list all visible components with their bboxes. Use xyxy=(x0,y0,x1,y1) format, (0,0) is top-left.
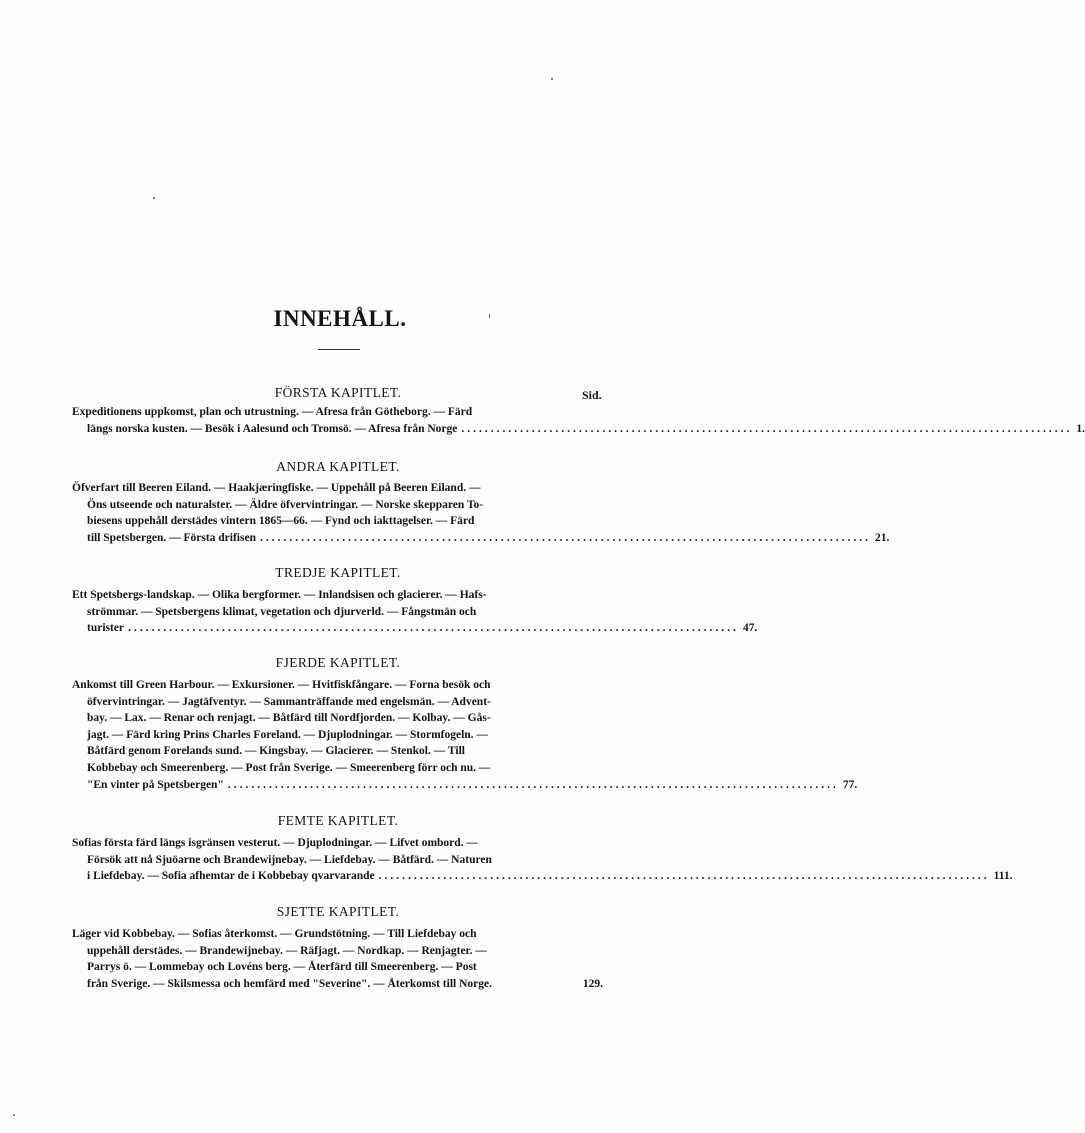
dot-leader: ........................................................................................................ xyxy=(259,531,871,544)
chapter-heading: SJETTE KAPITLET. xyxy=(276,904,400,919)
summary-line: till Spetsbergen. — Första drifisen xyxy=(87,531,256,544)
dot-leader: ........................................................................................................ xyxy=(378,870,990,883)
summary-line: Ett Spetsbergs-landskap. — Olika bergformer. — Inlandsisen och glacierer. — Hafs- xyxy=(72,589,487,601)
summary-line: Båtfärd genom Forelands sund. — Kingsbay. — Glacierer. — Stenkol. — Till xyxy=(87,745,465,758)
title-divider xyxy=(318,349,360,350)
summary-line: längs norska kusten. — Besök i Aalesund och Tromsö. — Afresa från Norge xyxy=(87,422,458,435)
chapter-summary xyxy=(72,677,858,793)
summary-line: uppehåll derstädes. — Brandewijnebay. — Räfjagt. — Nordkap. — Renjagter. — xyxy=(87,944,487,957)
page-number: 47. xyxy=(743,622,758,635)
summary-line: Kobbebay och Smeerenberg. — Post från Sverige. — Smeerenberg förr och nu. — xyxy=(87,761,491,774)
chapter-heading: TREDJE KAPITLET. xyxy=(275,565,401,580)
chapter-heading: ANDRA KAPITLET. xyxy=(276,459,400,474)
page-number: 111. xyxy=(993,870,1013,883)
dot-leader xyxy=(492,976,583,993)
chapter-heading: FÖRSTA KAPITLET. xyxy=(274,385,402,400)
summary-last-line xyxy=(72,620,758,637)
chapter-summary xyxy=(72,926,603,992)
summary-line: Parrys ö. — Lommebay och Lovéns berg. — Återfärd till Smeerenberg. — Post xyxy=(87,961,477,974)
chapter-heading: FJERDE KAPITLET. xyxy=(275,655,401,670)
page-number: 21. xyxy=(874,531,890,544)
scan-speck xyxy=(153,197,155,199)
summary-last-line xyxy=(72,530,890,547)
dot-leader: ........................................................................................................ xyxy=(128,622,740,635)
summary-line: Ankomst till Green Harbour. — Exkursioner. — Hvitfiskfångare. — Forna besök och xyxy=(72,679,491,691)
chapter-heading: FEMTE KAPITLET. xyxy=(277,813,399,828)
page-title: INNEHÅLL. xyxy=(273,306,407,331)
chapter-summary xyxy=(72,480,890,546)
summary-last-line xyxy=(72,777,858,794)
page-number: 77. xyxy=(842,778,858,791)
summary-line: öfvervintringar. — Jagtäfventyr. — Sammanträffande med engelsmän. — Advent- xyxy=(87,695,491,708)
chapter-summary xyxy=(72,835,1013,885)
summary-line: bay. — Lax. — Renar och renjagt. — Båtfärd till Nordfjorden. — Kolbay. — Gås- xyxy=(87,712,491,725)
summary-line: biesens uppehåll derstädes vintern 1865—66. — Fynd och iakttagelser. — Färd xyxy=(87,515,475,528)
summary-line: Öns utseende och naturalster. — Äldre öfvervintringar. — Norske skepparen To- xyxy=(87,498,484,511)
summary-line: turister xyxy=(87,622,125,635)
summary-line: Sofias första färd längs isgränsen vesterut. — Djuplodningar. — Lifvet ombord. — xyxy=(72,837,478,849)
chapter-summary xyxy=(72,404,1085,437)
summary-line: i Liefdebay. — Sofia afhemtar de i Kobbebay qvarvarande xyxy=(87,870,375,883)
page-number: 129. xyxy=(582,977,603,990)
summary-line: Expeditionens uppkomst, plan och utrustning. — Afresa från Götheborg. — Färd xyxy=(72,406,473,418)
summary-last-line xyxy=(72,976,603,993)
summary-line: "En vinter på Spetsbergen" xyxy=(87,778,224,791)
summary-line: strömmar. — Spetsbergens klimat, vegetation och djurverld. — Fångstmän och xyxy=(87,605,477,618)
page-number: 1. xyxy=(1076,422,1085,435)
scan-speck xyxy=(13,1114,15,1116)
scan-speck xyxy=(551,78,553,80)
summary-line: Försök att nå Sjuöarne och Brandewijnebay. — Liefdebay. — Båtfärd. — Naturen xyxy=(87,853,492,866)
summary-last-line xyxy=(72,868,1013,885)
dot-leader: ........................................................................................................ xyxy=(227,778,839,791)
summary-line: Läger vid Kobbebay. — Sofias återkomst. — Grundstötning. — Till Liefdebay och xyxy=(72,928,477,940)
dot-leader: ........................................................................................................ xyxy=(461,422,1073,435)
page-column-label: Sid. xyxy=(582,388,602,402)
chapter-summary xyxy=(72,587,758,637)
summary-line: från Sverige. — Skilsmessa och hemfärd med "Severine". — Återkomst till Norge. xyxy=(87,977,492,990)
summary-last-line xyxy=(72,421,1085,438)
summary-line: jagt. — Färd kring Prins Charles Foreland. — Djuplodningar. — Stormfogeln. — xyxy=(87,728,488,741)
summary-line: Öfverfart till Beeren Eiland. — Haakjæringfiske. — Uppehåll på Beeren Eiland. — xyxy=(72,482,481,494)
